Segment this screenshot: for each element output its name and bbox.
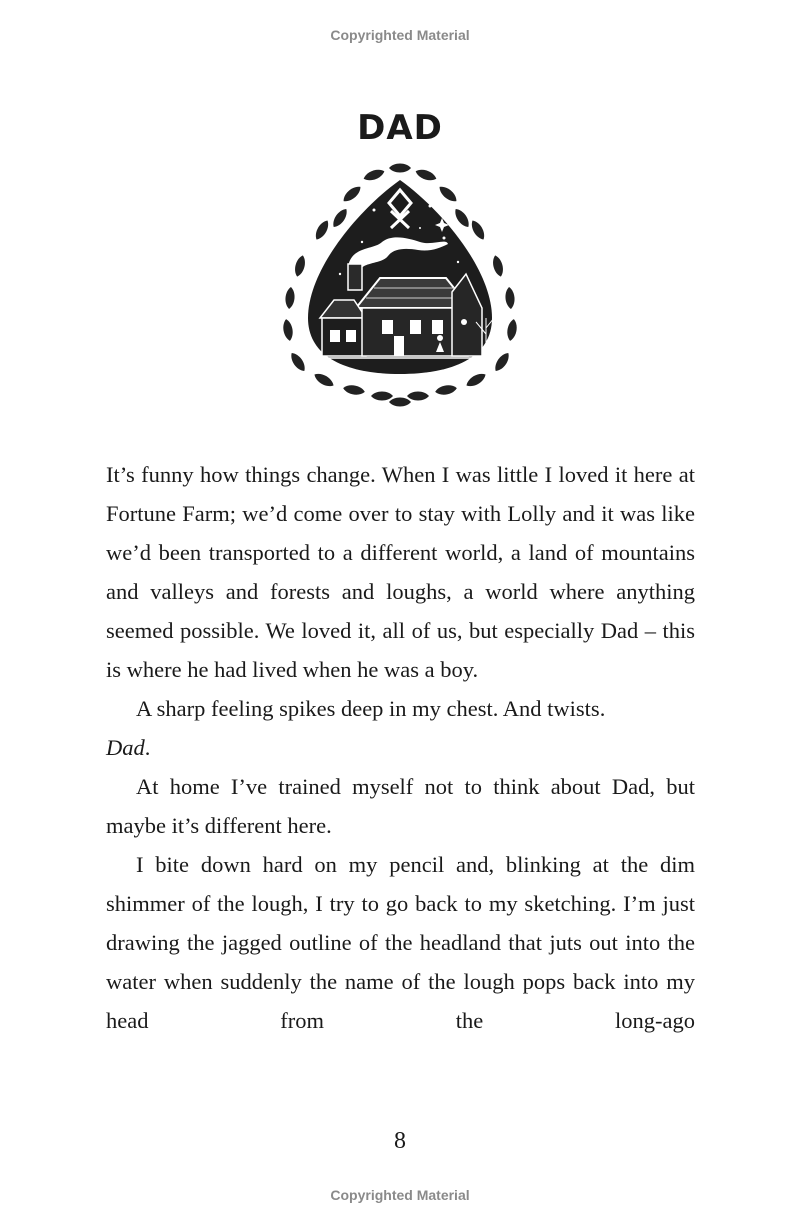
copyright-watermark-bottom: Copyrighted Material xyxy=(330,1187,470,1203)
page-number: 8 xyxy=(394,1128,406,1154)
paragraph: I bite down hard on my pencil and, blinking at the dim shimmer of the lough, I try to go back to my sketching. I’m just drawing the jagged outline of the headland that juts out into the water when suddenly the name of the lough pops back into my head from the long-ago xyxy=(106,852,695,1033)
paragraph: At home I’ve trained myself not to think about Dad, but maybe it’s different here. xyxy=(106,774,695,838)
paragraph xyxy=(106,689,695,767)
paragraph: It’s funny how things change. When I was little I loved it here at Fortune Farm; we’d come over to stay with Lolly and it was like we’d been transported to a different world, a land of mountains and valleys and forests and loughs, a world where anything seemed possible. We loved it, all of us, but especially Dad – this is where he had lived when he was a boy. xyxy=(106,462,695,682)
paragraph-text: A sharp feeling spikes deep in my chest. And twists. xyxy=(136,696,606,721)
copyright-watermark-top: Copyrighted Material xyxy=(330,27,470,43)
farmhouse-illustration xyxy=(270,158,530,408)
italic-word: Dad xyxy=(106,735,145,760)
chapter-body xyxy=(106,455,695,1040)
chapter-title: DAD xyxy=(357,108,443,148)
punctuation: . xyxy=(144,735,151,760)
